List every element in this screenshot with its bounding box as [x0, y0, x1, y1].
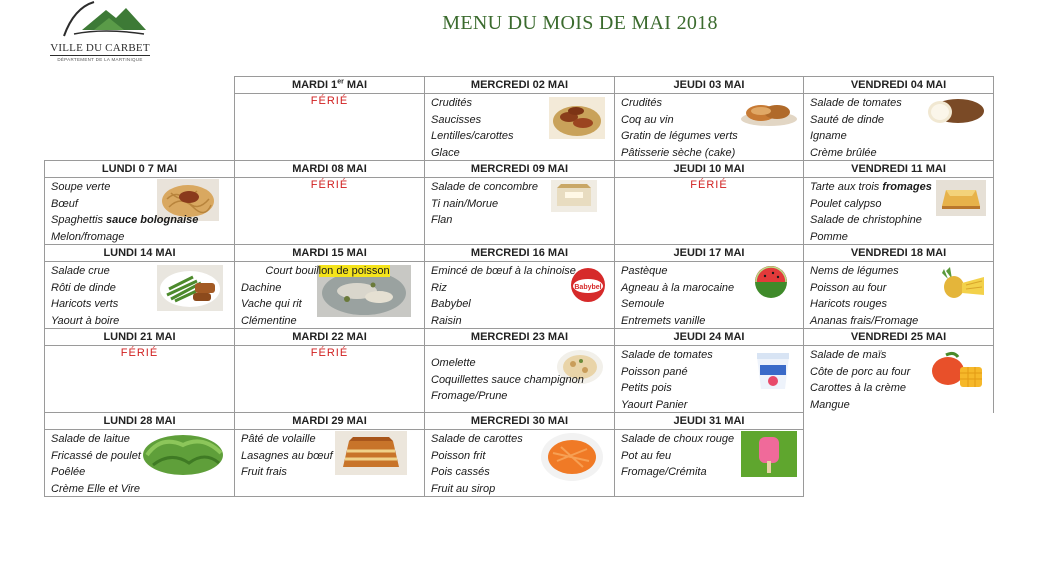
menu-item: Yaourt Panier [621, 398, 688, 411]
menu-item: Haricots verts [51, 298, 119, 311]
day-cell-lundi-21 [44, 328, 235, 413]
ferie-label: FÉRIÉ [690, 179, 728, 191]
day-header: LUNDI 14 MAI [45, 245, 234, 262]
menu-item: Pot au feu [621, 449, 672, 462]
menu-item: Fruit au sirop [431, 482, 496, 495]
day-header: LUNDI 21 MAI [45, 329, 234, 346]
menu-item: Tarte aux trois fromages [810, 181, 932, 193]
menu-item: Crudités [621, 97, 662, 109]
menu-item: Salade de maïs [810, 349, 887, 361]
menu-item: Spaghettis sauce bolognaise [51, 214, 199, 227]
ferie-label: FÉRIÉ [310, 179, 349, 191]
menu-item: Yaourt à boire [51, 314, 120, 327]
day-header: MERCREDI 16 MAI [425, 245, 614, 262]
town-logo [40, 0, 155, 66]
menu-item: Salade de tomates [810, 97, 902, 109]
day-cell-mardi-15 [234, 244, 425, 329]
day-cell-lundi-14 [44, 244, 235, 329]
day-header: MARDI 08 MAI [235, 161, 424, 178]
day-header: MERCREDI 02 MAI [425, 77, 614, 94]
day-header: MARDI 22 MAI [235, 329, 424, 346]
day-cell-jeudi-03 [614, 76, 804, 161]
day-header: JEUDI 17 MAI [615, 245, 803, 262]
day-header: MARDI 15 MAI [235, 245, 424, 262]
menu-item: Poisson frit [431, 449, 486, 462]
day-cell-jeudi-31 [614, 412, 804, 497]
menu-item: Coq au vin [621, 113, 674, 126]
babybel-label: Babybel [574, 284, 602, 291]
menu-item: Haricots rouges [810, 298, 888, 311]
day-cell-mercredi-16 [424, 244, 615, 329]
day-cell-jeudi-10 [614, 160, 804, 245]
menu-item: Entremets vanille [621, 314, 706, 327]
menu-item: Babybel [431, 298, 471, 311]
day-header: JEUDI 10 MAI [615, 161, 803, 178]
logo-department: DÉPARTEMENT DE LA MARTINIQUE [57, 57, 143, 62]
menu-item: Ti nain/Morue [431, 197, 499, 210]
menu-item: Fruit frais [241, 466, 287, 479]
day-header: LUNDI 28 MAI [45, 413, 234, 430]
menu-item: Salade de laitue [51, 433, 130, 445]
menu-item: Agneau à la marocaine [621, 281, 735, 294]
day-header: VENDREDI 25 MAI [804, 329, 993, 346]
menu-item: Raisin [431, 314, 462, 327]
menu-item: Rôti de dinde [51, 281, 116, 294]
menu-item: Crème Elle et Vire [51, 482, 141, 495]
menu-item: Bœuf [51, 197, 78, 210]
menu-item: Fromage/Prune [431, 390, 508, 403]
menu-item: Sauté de dinde [810, 113, 885, 126]
logo-town-name: VILLE DU CARBET [50, 42, 150, 54]
menu-item: Melon/fromage [51, 230, 125, 243]
menu-item: Soupe verte [51, 181, 111, 193]
day-cell-vendredi-04 [803, 76, 994, 161]
menu-item: Salade crue [51, 265, 110, 277]
mountain-logo-icon [54, 0, 149, 40]
menu-item: Crudités [431, 97, 472, 109]
day-header: LUNDI 0 7 MAI [45, 161, 234, 178]
menu-item: Glace [431, 146, 460, 159]
menu-item: Carottes à la crème [810, 382, 906, 395]
menu-item: Court bouillon de poisson [265, 265, 390, 277]
menu-item: Pâtisserie sèche (cake) [621, 146, 736, 159]
day-header: VENDREDI 11 MAI [804, 161, 993, 178]
day-cell-lundi-07 [44, 160, 235, 245]
day-cell-mardi-01 [234, 76, 425, 161]
day-header: VENDREDI 04 MAI [804, 77, 993, 94]
menu-item: Igname [810, 130, 847, 143]
day-header: VENDREDI 18 MAI [804, 245, 993, 262]
menu-item: Poulet calypso [810, 197, 882, 210]
menu-item: Poêlée [51, 466, 86, 479]
menu-item: Fricassé de poulet [51, 449, 141, 462]
menu-item: Gratin de légumes verts [621, 130, 738, 143]
menu-item: Omelette [431, 357, 476, 369]
day-cell-lundi-28 [44, 412, 235, 497]
menu-item: Fromage/Crémita [621, 466, 707, 479]
menu-item: Côte de porc au four [810, 365, 911, 378]
menu-item: Dachine [241, 281, 282, 294]
day-cell-mercredi-23 [424, 328, 615, 413]
menu-item: Coquillettes sauce champignon [431, 373, 584, 386]
menu-item: Crème brûlée [810, 146, 877, 159]
day-header: JEUDI 31 MAI [615, 413, 803, 430]
menu-item: Mangue [810, 398, 850, 411]
menu-item: Semoule [621, 298, 665, 311]
day-cell-jeudi-17 [614, 244, 804, 329]
menu-item: Salade de concombre [431, 181, 539, 193]
day-cell-mercredi-02 [424, 76, 615, 161]
menu-item: Poisson pané [621, 365, 688, 378]
menu-item: Salade de christophine [810, 214, 922, 227]
day-header: MARDI 1er MAI [235, 77, 424, 94]
menu-item: Pâté de volaille [241, 433, 316, 445]
page-title: MENU DU MOIS DE MAI 2018 [442, 12, 718, 34]
menu-item: Salade de carottes [431, 433, 523, 445]
menu-item: Flan [431, 214, 453, 227]
menu-item: Pastèque [621, 265, 668, 277]
day-cell-mardi-29 [234, 412, 425, 497]
menu-item: Salade de tomates [621, 349, 713, 361]
day-cell-vendredi-25 [803, 328, 994, 413]
day-header: MERCREDI 30 MAI [425, 413, 614, 430]
day-header: JEUDI 24 MAI [615, 329, 803, 346]
menu-item: Emincé de bœuf à la chinoise [431, 265, 576, 277]
ferie-label: FÉRIÉ [310, 347, 349, 359]
day-header: MERCREDI 23 MAI [425, 329, 614, 346]
day-cell-mercredi-30 [424, 412, 615, 497]
day-cell-jeudi-24 [614, 328, 804, 413]
day-cell-mardi-22 [234, 328, 425, 413]
menu-item: Clémentine [241, 314, 297, 327]
ferie-label: FÉRIÉ [310, 95, 349, 107]
menu-item: Nems de légumes [810, 265, 899, 277]
menu-item: Ananas frais/Fromage [810, 314, 919, 327]
day-cell-vendredi-11 [803, 160, 994, 245]
day-header: MERCREDI 09 MAI [425, 161, 614, 178]
ferie-label: FÉRIÉ [120, 347, 159, 359]
menu-item: Lasagnes au bœuf [241, 449, 333, 462]
day-header: MARDI 29 MAI [235, 413, 424, 430]
menu-item: Poisson au four [810, 281, 887, 294]
menu-item: Pois cassés [431, 466, 490, 479]
menu-item: Lentilles/carottes [431, 130, 514, 143]
day-cell-mercredi-09 [424, 160, 615, 245]
menu-item: Vache qui rit [241, 298, 302, 311]
day-cell-vendredi-18 [803, 244, 994, 329]
menu-item: Saucisses [431, 113, 482, 126]
menu-item: Petits pois [621, 382, 672, 395]
menu-item: Salade de choux rouge [621, 433, 735, 445]
menu-item: Riz [431, 281, 447, 294]
menu-item: Pomme [810, 230, 848, 243]
day-header: JEUDI 03 MAI [615, 77, 803, 94]
day-cell-mardi-08 [234, 160, 425, 245]
